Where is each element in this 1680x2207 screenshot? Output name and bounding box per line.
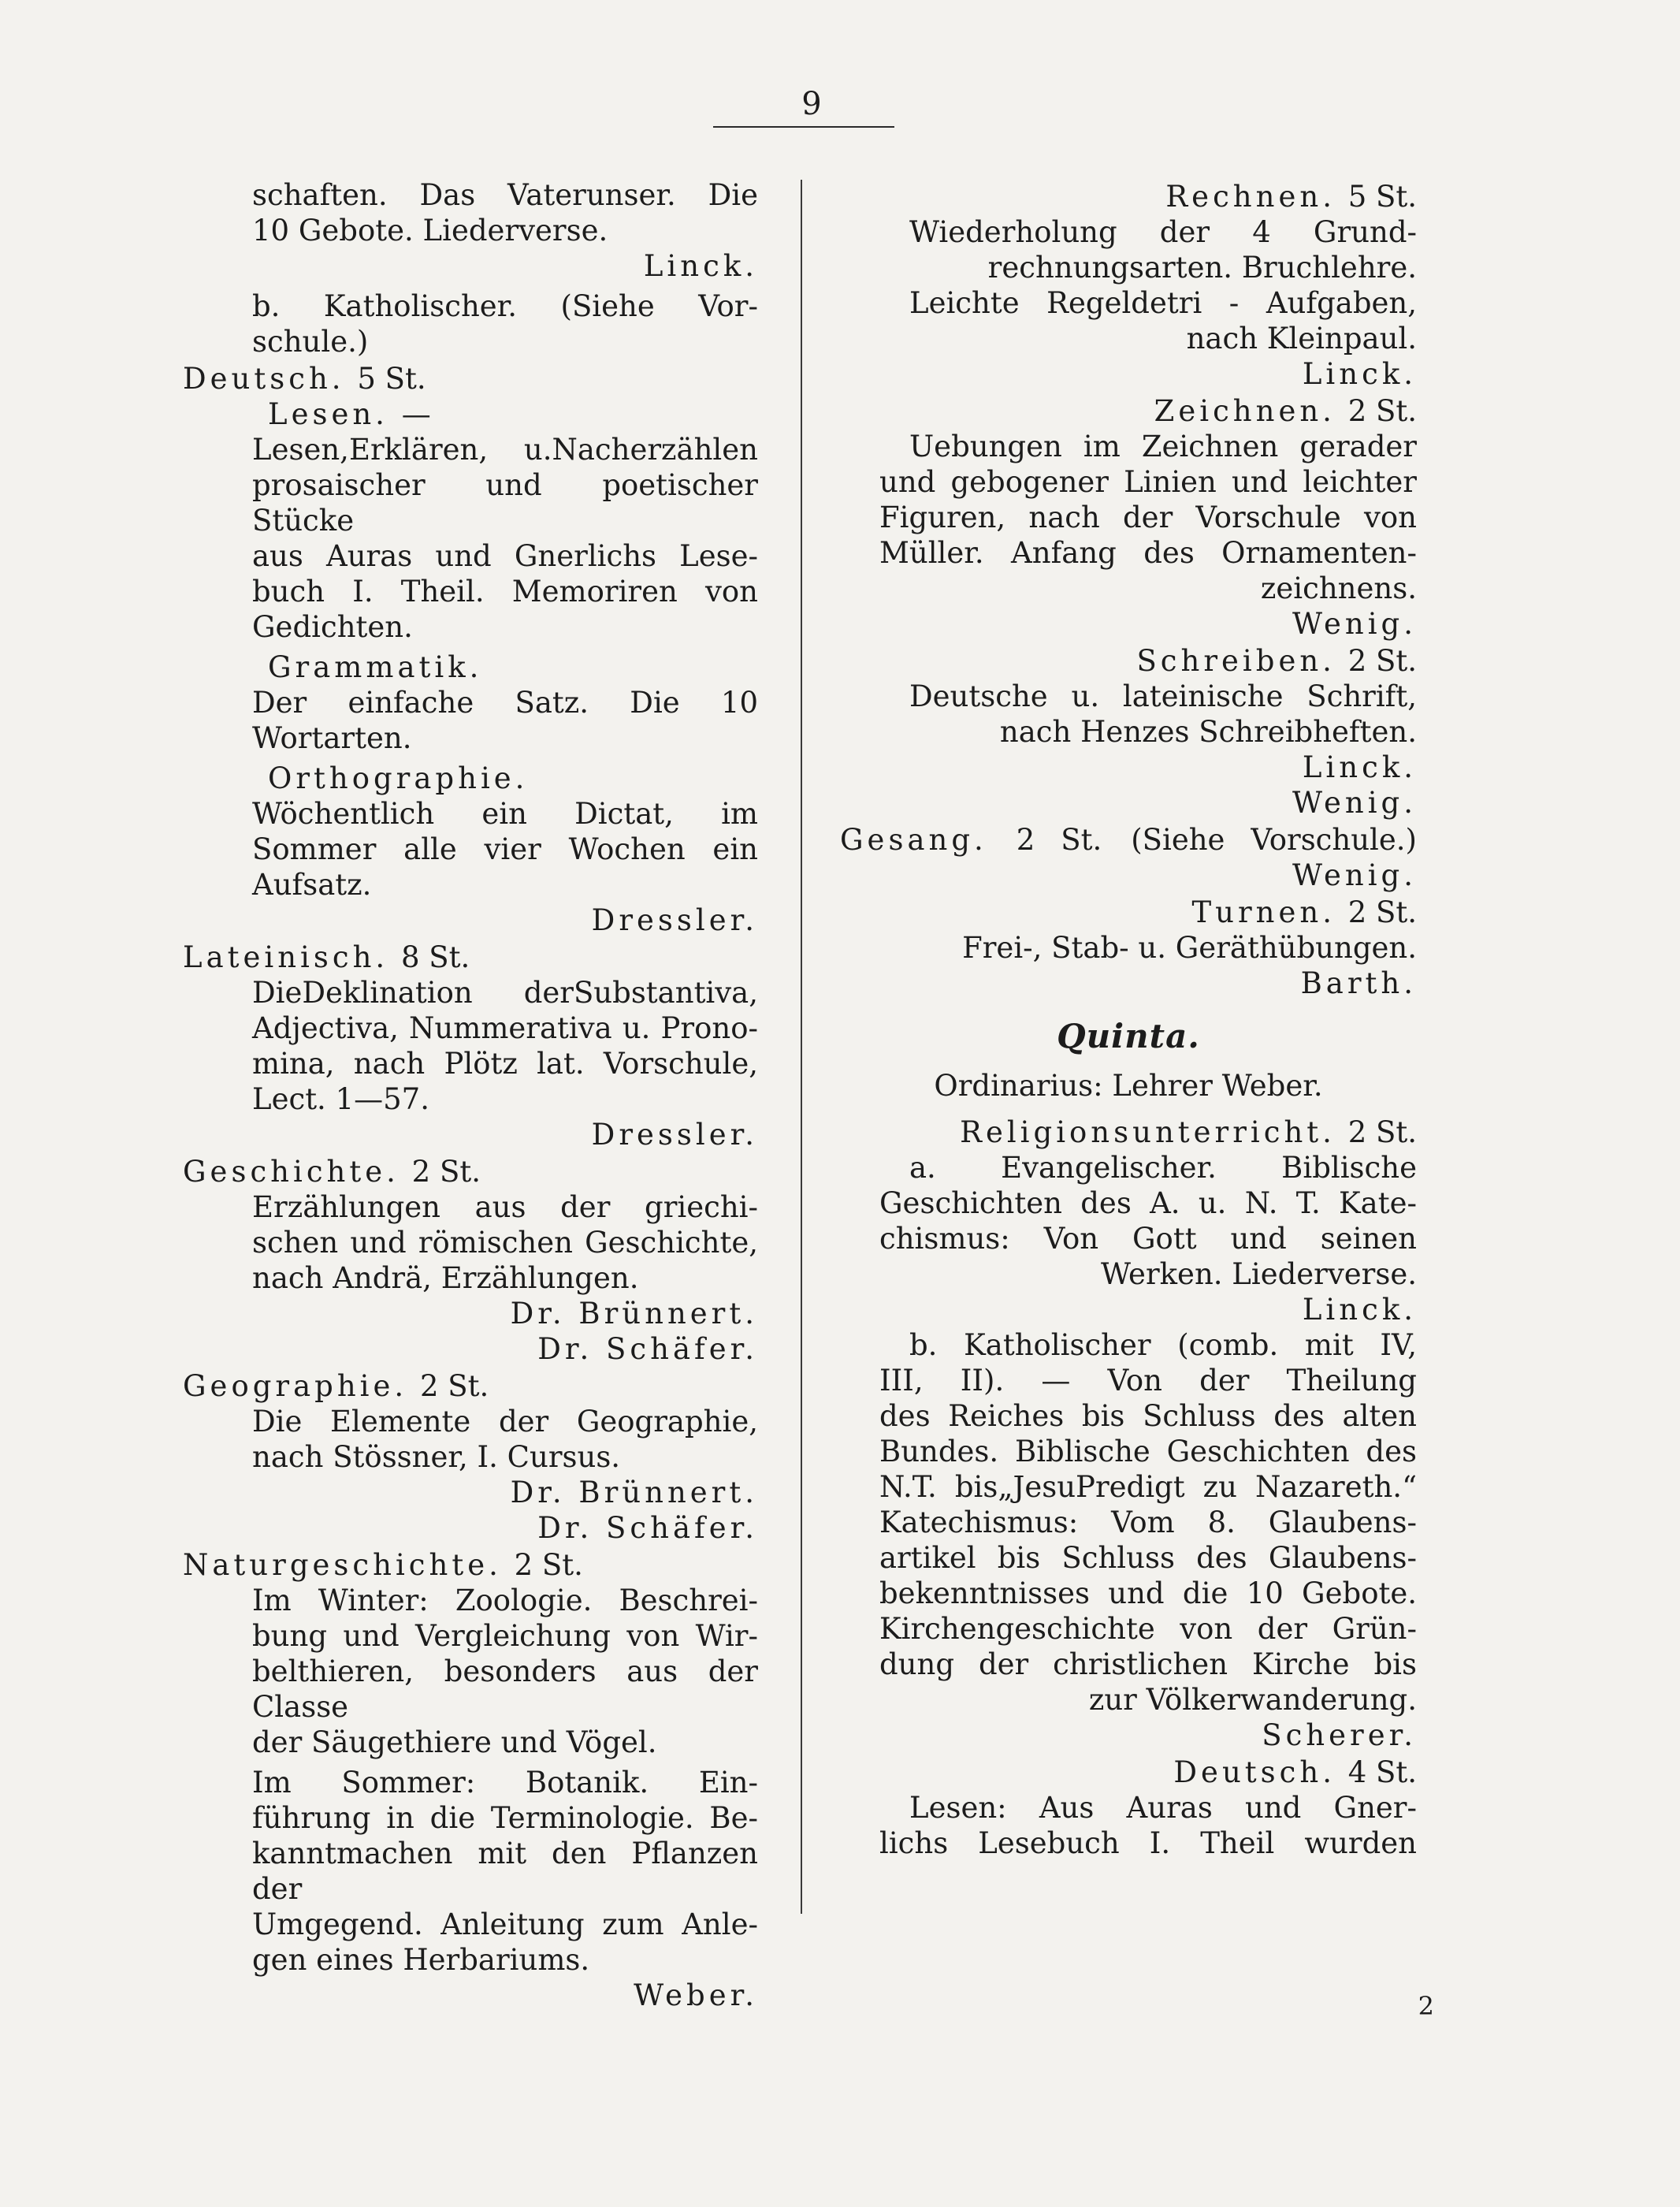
text-line: nach Stössner, I. Cursus. xyxy=(252,1440,621,1474)
text-line: DieDeklination derSubstantiva, xyxy=(252,976,758,1010)
text-line: a. Evangelischer. Biblische xyxy=(909,1151,1417,1185)
subject-hours: 2 St. xyxy=(419,1369,489,1403)
subject-hours: 5 St. xyxy=(1347,180,1417,214)
teacher-name: Linck. xyxy=(643,249,758,283)
text-line: lichs Lesebuch I. Theil wurden xyxy=(879,1826,1417,1860)
text-line: Erzählungen aus der griechi- xyxy=(252,1190,758,1224)
text-line: aus Auras und Gnerlichs Lese- xyxy=(252,539,758,573)
text-line: Lect. 1—57. xyxy=(252,1082,429,1116)
text-line: 10 Gebote. Liederverse. xyxy=(252,214,608,247)
text-line: Adjectiva, Nummerativa u. Prono- xyxy=(252,1011,758,1045)
text-line: Frei-, Stab- u. Geräthübungen. xyxy=(962,931,1417,965)
page-number: 9 xyxy=(801,86,822,122)
ordinarius-label: Ordinarius: xyxy=(934,1069,1103,1103)
ordinarius-value: Lehrer Weber. xyxy=(1112,1069,1323,1103)
left-column xyxy=(183,177,758,2013)
teacher-name: Wenig. xyxy=(1292,858,1417,892)
teacher-name: Dr. Schäfer. xyxy=(537,1511,758,1545)
text-line: Der einfache Satz. Die 10 xyxy=(252,686,758,720)
signature-mark: 2 xyxy=(1418,1991,1434,2021)
subject-heading-zeichnen xyxy=(840,393,1417,429)
text-line: Figuren, nach der Vorschule von xyxy=(879,501,1417,534)
text-line: zeichnens. xyxy=(1260,571,1417,605)
text-line: Umgegend. Anleitung zum Anle- xyxy=(252,1907,758,1941)
subject-heading-religion xyxy=(840,1115,1417,1150)
subject-name: Turnen. xyxy=(1191,895,1336,929)
text-line: des Reiches bis Schluss des alten xyxy=(879,1399,1417,1433)
text-line: schen und römischen Geschichte, xyxy=(252,1226,758,1260)
subject-heading-latein xyxy=(183,940,758,975)
text-line: belthieren, besonders aus der Classe xyxy=(252,1654,758,1724)
subject-hours: 2 St. xyxy=(1347,394,1417,428)
subject-name: Schreiben. xyxy=(1136,644,1336,678)
subject-hours: 2 St. xyxy=(514,1548,583,1582)
text-line: chismus: Von Gott und seinen xyxy=(879,1222,1417,1256)
teacher-name: Dr. Schäfer. xyxy=(537,1332,758,1366)
text-line: Im Winter: Zoologie. Beschrei- xyxy=(252,1584,758,1617)
subheading: Orthographie. xyxy=(268,761,529,795)
text-line: rechnungsarten. Bruchlehre. xyxy=(987,251,1417,285)
text-line: Bundes. Biblische Geschichten des xyxy=(879,1435,1417,1468)
subject-heading-deutsch-quinta xyxy=(840,1755,1417,1790)
text-line: kanntmachen mit den Pflanzen der xyxy=(252,1837,758,1906)
text-line: b. Katholischer (comb. mit IV, xyxy=(909,1328,1417,1362)
text-line: Gedichten. xyxy=(252,610,413,644)
text-line: mina, nach Plötz lat. Vorschule, xyxy=(252,1047,758,1081)
text-line: gen eines Herbariums. xyxy=(252,1943,590,1977)
text-line: Kirchengeschichte von der Grün- xyxy=(879,1612,1417,1646)
text-line: schule.) xyxy=(252,325,369,359)
teacher-name: Weber. xyxy=(634,1978,758,2012)
text-line: N.T. bis„JesuPredigt zu Nazareth.“ xyxy=(879,1470,1417,1504)
subject-name: Gesang. xyxy=(840,823,987,857)
text-line: und gebogener Linien und leichter xyxy=(879,465,1417,499)
teacher-name: Dressler. xyxy=(591,1118,758,1152)
text-line: III, II). — Von der Theilung xyxy=(879,1364,1417,1398)
text-line: Müller. Anfang des Ornamenten- xyxy=(879,536,1417,570)
text-line: Deutsche u. lateinische Schrift, xyxy=(909,679,1417,713)
class-title: Quinta. xyxy=(1057,1017,1200,1055)
subject-note: (Siehe Vorschule.) xyxy=(1131,823,1417,857)
text-line: nach Kleinpaul. xyxy=(1186,322,1417,355)
subheading: Lesen. — xyxy=(268,397,435,431)
text-line: der Säugethiere und Vögel. xyxy=(252,1725,657,1759)
text-line: Die Elemente der Geographie, xyxy=(252,1405,758,1438)
subject-hours: 2 St. xyxy=(1347,895,1417,929)
subject-name: Lateinisch. xyxy=(183,940,389,974)
right-column xyxy=(840,177,1417,1861)
subject-heading-gesang xyxy=(840,822,1417,858)
text-line: nach Andrä, Erzählungen. xyxy=(252,1261,639,1295)
text-line: bung und Vergleichung von Wir- xyxy=(252,1619,758,1653)
teacher-name: Linck. xyxy=(1302,1293,1417,1327)
subject-heading-rechnen xyxy=(840,179,1417,214)
subheading: Grammatik. xyxy=(268,650,483,684)
subject-heading-deutsch xyxy=(183,361,758,396)
text-line: Katechismus: Vom 8. Glaubens- xyxy=(879,1505,1417,1539)
text-line: Wöchentlich ein Dictat, im xyxy=(252,797,758,831)
teacher-name: Wenig. xyxy=(1292,786,1417,820)
subject-name: Geographie. xyxy=(183,1369,408,1403)
text-line: Aufsatz. xyxy=(252,868,372,902)
teacher-name: Linck. xyxy=(1302,750,1417,784)
text-line: führung in die Terminologie. Be- xyxy=(252,1801,758,1835)
subject-heading-naturgeschichte xyxy=(183,1547,758,1583)
teacher-name: Linck. xyxy=(1302,357,1417,391)
column-divider xyxy=(801,180,802,1914)
text-line: Uebungen im Zeichnen gerader xyxy=(909,430,1417,463)
subject-name: Religionsunterricht. xyxy=(960,1115,1336,1149)
subject-name: Deutsch. xyxy=(183,362,345,396)
subject-hours: 2 St. xyxy=(1016,823,1102,857)
text-line: schaften. Das Vaterunser. Die xyxy=(252,178,758,212)
teacher-name: Scherer. xyxy=(1262,1718,1417,1752)
subject-heading-geschichte xyxy=(183,1154,758,1189)
subject-hours: 5 St. xyxy=(357,362,426,396)
text-line: buch I. Theil. Memoriren von xyxy=(252,575,758,609)
subject-hours: 4 St. xyxy=(1347,1755,1417,1789)
subject-name: Naturgeschichte. xyxy=(183,1548,502,1582)
text-line: Wortarten. xyxy=(252,721,412,755)
subject-hours: 2 St. xyxy=(411,1155,481,1189)
text-line: Werken. Liederverse. xyxy=(1101,1257,1417,1291)
teacher-name: Barth. xyxy=(1300,966,1417,1000)
text-line: Im Sommer: Botanik. Ein- xyxy=(252,1766,758,1799)
teacher-name: Dr. Brünnert. xyxy=(510,1297,758,1331)
subject-hours: 2 St. xyxy=(1347,1115,1417,1149)
text-line: bekenntnisses und die 10 Gebote. xyxy=(879,1576,1417,1610)
subject-heading-geographie xyxy=(183,1368,758,1404)
subject-heading-turnen xyxy=(840,895,1417,930)
subject-name: Zeichnen. xyxy=(1154,394,1336,428)
text-line: Leichte Regeldetri - Aufgaben, xyxy=(909,286,1417,320)
teacher-name: Dressler. xyxy=(591,903,758,937)
text-line: Geschichten des A. u. N. T. Kate- xyxy=(879,1186,1417,1220)
text-line: b. Katholischer. (Siehe Vor- xyxy=(252,289,758,323)
header-rule xyxy=(713,126,894,128)
text-line: artikel bis Schluss des Glaubens- xyxy=(879,1541,1417,1575)
text-line: Wiederholung der 4 Grund- xyxy=(909,215,1417,249)
teacher-name: Wenig. xyxy=(1292,607,1417,641)
subject-hours: 2 St. xyxy=(1347,644,1417,678)
teacher-name: Dr. Brünnert. xyxy=(510,1476,758,1509)
subject-heading-schreiben xyxy=(840,643,1417,679)
subject-name: Geschichte. xyxy=(183,1155,400,1189)
text-line: Lesen,Erklären, u.Nacherzählen xyxy=(252,433,758,467)
text-line: dung der christlichen Kirche bis xyxy=(879,1647,1417,1681)
ordinarius-line xyxy=(840,1068,1417,1104)
text-line: Lesen: Aus Auras und Gner- xyxy=(909,1791,1417,1825)
subject-hours: 8 St. xyxy=(400,940,470,974)
text-line: zur Völkerwanderung. xyxy=(1088,1683,1417,1717)
text-line: prosaischer und poetischer Stücke xyxy=(252,468,758,538)
subject-name: Deutsch. xyxy=(1173,1755,1336,1789)
subject-name: Rechnen. xyxy=(1165,180,1336,214)
text-line: nach Henzes Schreibheften. xyxy=(999,715,1417,749)
text-line: Sommer alle vier Wochen ein xyxy=(252,832,758,866)
